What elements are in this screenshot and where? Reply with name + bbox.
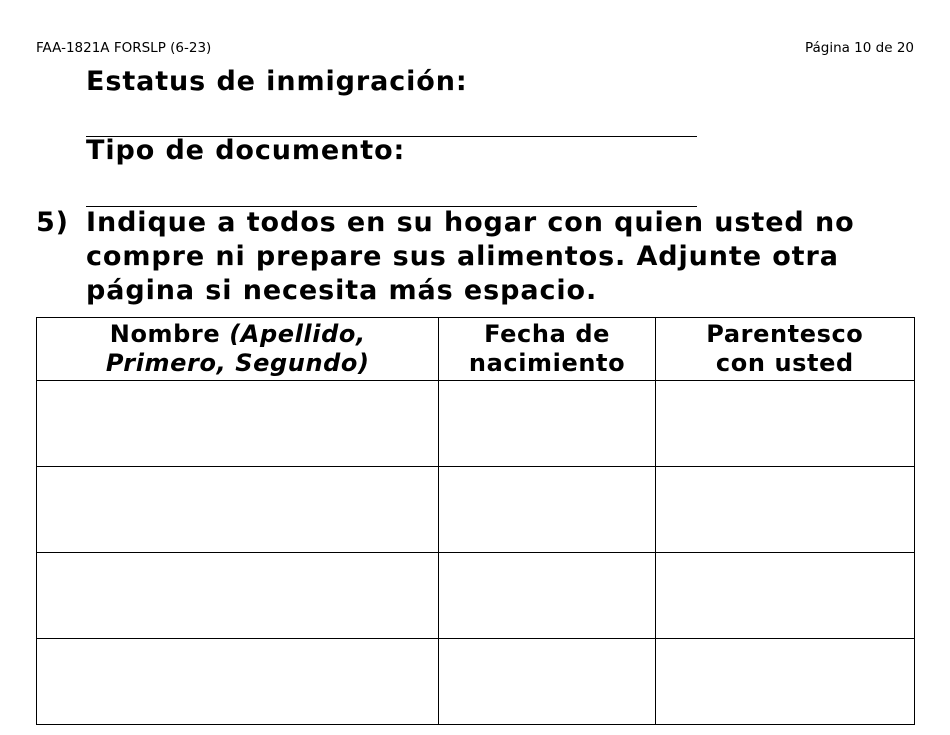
name-cell[interactable] — [37, 553, 439, 639]
relationship-cell[interactable] — [655, 467, 914, 553]
table-row — [37, 639, 915, 725]
name-header-italic-2: Primero, Segundo) — [105, 349, 370, 377]
column-header-birthdate — [439, 318, 655, 381]
table-row — [37, 467, 915, 553]
table-row — [37, 553, 915, 639]
page-number: Página 10 de 20 — [804, 40, 914, 56]
name-cell[interactable] — [37, 467, 439, 553]
rel-header-line-2: con usted — [715, 349, 854, 377]
relationship-cell[interactable] — [655, 639, 914, 725]
table-header-row — [37, 318, 915, 381]
birthdate-cell[interactable] — [439, 553, 655, 639]
question-line-2: compre ni prepare sus alimentos. Adjunte otra — [86, 241, 839, 272]
column-header-relationship — [655, 318, 914, 381]
dob-header-line-1: Fecha de — [484, 320, 610, 348]
dob-header-line-2: nacimiento — [468, 349, 626, 377]
relationship-cell[interactable] — [655, 553, 914, 639]
name-header-italic-1: (Apellido, — [229, 320, 366, 348]
household-members-table — [36, 317, 915, 725]
name-header-main: Nombre — [109, 320, 230, 348]
relationship-cell[interactable] — [655, 381, 914, 467]
birthdate-cell[interactable] — [439, 639, 655, 725]
form-id: FAA-1821A FORSLP (6-23) — [36, 40, 212, 56]
question-text — [86, 206, 926, 308]
document-type-label: Tipo de documento: — [86, 135, 406, 166]
question-line-1: Indique a todos en su hogar con quien usted no — [86, 207, 855, 238]
name-cell[interactable] — [37, 639, 439, 725]
birthdate-cell[interactable] — [439, 381, 655, 467]
question-line-3: página si necesita más espacio. — [86, 275, 598, 306]
immigration-status-label: Estatus de inmigración: — [86, 66, 468, 97]
name-cell[interactable] — [37, 381, 439, 467]
birthdate-cell[interactable] — [439, 467, 655, 553]
question-number: 5) — [36, 207, 69, 238]
rel-header-line-1: Parentesco — [706, 320, 864, 348]
column-header-name — [37, 318, 439, 381]
table-row — [37, 381, 915, 467]
